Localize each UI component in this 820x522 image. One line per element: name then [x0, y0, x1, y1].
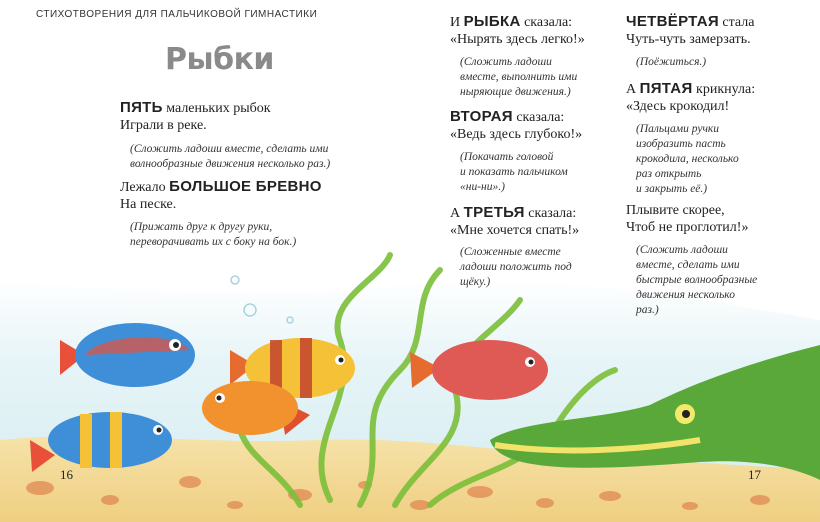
note-4 [460, 150, 568, 195]
note-1-line-2: волнообразные движения несколько раз.) [130, 158, 331, 170]
verse-6 [626, 13, 754, 48]
verse-1-text: маленьких рыбок [162, 101, 271, 116]
note-8-line-5: раз.) [636, 304, 659, 316]
verse-4-emphasis: ВТОРАЯ [450, 108, 513, 125]
note-6 [636, 55, 706, 70]
verse-3 [450, 13, 585, 48]
verse-1-line-1 [120, 99, 271, 117]
verse-7-line-2: «Здесь крокодил! [626, 99, 730, 114]
note-8-line-3: быстрые волнообразные [636, 274, 758, 286]
verse-7-prefix: А [626, 82, 640, 97]
page-number-right: 17 [748, 467, 761, 482]
page-title: Рыбки [165, 42, 274, 77]
verse-5-prefix: А [450, 206, 464, 221]
note-6-line-1: (Поёжиться.) [636, 56, 707, 68]
note-3-line-1: (Сложить ладоши [460, 56, 552, 68]
verse-5 [450, 204, 579, 239]
note-3-line-3: ныряющие движения.) [460, 86, 571, 98]
verse-1-line-2: Играли в реке. [120, 118, 207, 133]
verse-8 [626, 202, 748, 236]
note-8-line-2: вместе, сделать ими [636, 259, 740, 271]
verse-3-line-1 [450, 13, 585, 31]
note-1 [130, 142, 330, 172]
note-2-line-1: (Прижать друг к другу руки, [130, 221, 273, 233]
note-7-line-4: раз открыть [636, 168, 702, 180]
verse-4-line-1 [450, 108, 582, 126]
verse-8-line-1: Плывите скорее, [626, 203, 725, 218]
verse-5-line-2: «Мне хочется спать!» [450, 223, 580, 238]
verse-2 [120, 178, 322, 213]
note-4-line-2: и показать пальчиком [460, 166, 568, 178]
verse-3-line-2: «Нырять здесь легко!» [450, 32, 585, 47]
verse-5-emphasis: ТРЕТЬЯ [463, 204, 525, 221]
verse-7 [626, 80, 755, 115]
note-8-line-1: (Сложить ладоши [636, 244, 728, 256]
verse-7-emphasis: ПЯТАЯ [639, 80, 693, 97]
note-2 [130, 220, 296, 250]
page-number-left: 16 [60, 467, 73, 482]
note-4-line-3: «ни-ни».) [460, 181, 505, 193]
verse-4-line-2: «Ведь здесь глубоко!» [450, 127, 583, 142]
verse-7-text: крикнула: [692, 82, 756, 97]
verse-6-line-2: Чуть-чуть замерзать. [626, 32, 751, 47]
note-7-line-3: крокодила, несколько [636, 153, 739, 165]
note-3 [460, 55, 577, 100]
verse-6-emphasis: ЧЕТВЁРТАЯ [626, 13, 719, 30]
note-4-line-1: (Покачать головой [460, 151, 554, 163]
note-3-line-2: вместе, выполнить ими [460, 71, 578, 83]
note-5-line-3: щёку.) [460, 276, 491, 288]
verse-1-emphasis: ПЯТЬ [120, 99, 163, 116]
note-5-line-2: ладоши положить под [460, 261, 572, 273]
note-7-line-2: изобразить пасть [636, 138, 726, 150]
note-5-line-1: (Сложенные вместе [460, 246, 561, 258]
verse-7-line-1 [626, 80, 755, 98]
verse-8-line-2: Чтоб не проглотил!» [626, 220, 749, 235]
note-8 [636, 243, 757, 318]
verse-6-text: стала [718, 15, 755, 30]
note-7 [636, 122, 739, 197]
note-5 [460, 245, 572, 290]
note-7-line-1: (Пальцами ручки [636, 123, 720, 135]
verse-2-emphasis: БОЛЬШОЕ БРЕВНО [169, 178, 322, 195]
verse-5-text: сказала: [524, 206, 577, 221]
note-7-line-5: и закрыть её.) [636, 183, 708, 195]
verse-5-line-1 [450, 204, 579, 222]
verse-4 [450, 108, 582, 143]
section-header: СТИХОТВОРЕНИЯ ДЛЯ ПАЛЬЧИКОВОЙ ГИМНАСТИКИ [36, 9, 318, 20]
verse-4-text: сказала: [512, 110, 565, 125]
verse-1 [120, 99, 271, 134]
verse-2-line-2: На песке. [120, 197, 177, 212]
verse-3-emphasis: РЫБКА [463, 13, 521, 30]
verse-2-line-1 [120, 178, 322, 196]
verse-3-prefix: И [450, 15, 464, 30]
verse-3-text: сказала: [520, 15, 573, 30]
verse-6-line-1 [626, 13, 754, 31]
verse-2-prefix: Лежало [120, 180, 170, 195]
note-8-line-4: движения несколько [636, 289, 735, 301]
note-2-line-2: переворачивать их с боку на бок.) [130, 236, 297, 248]
note-1-line-1: (Сложить ладоши вместе, сделать ими [130, 143, 329, 155]
